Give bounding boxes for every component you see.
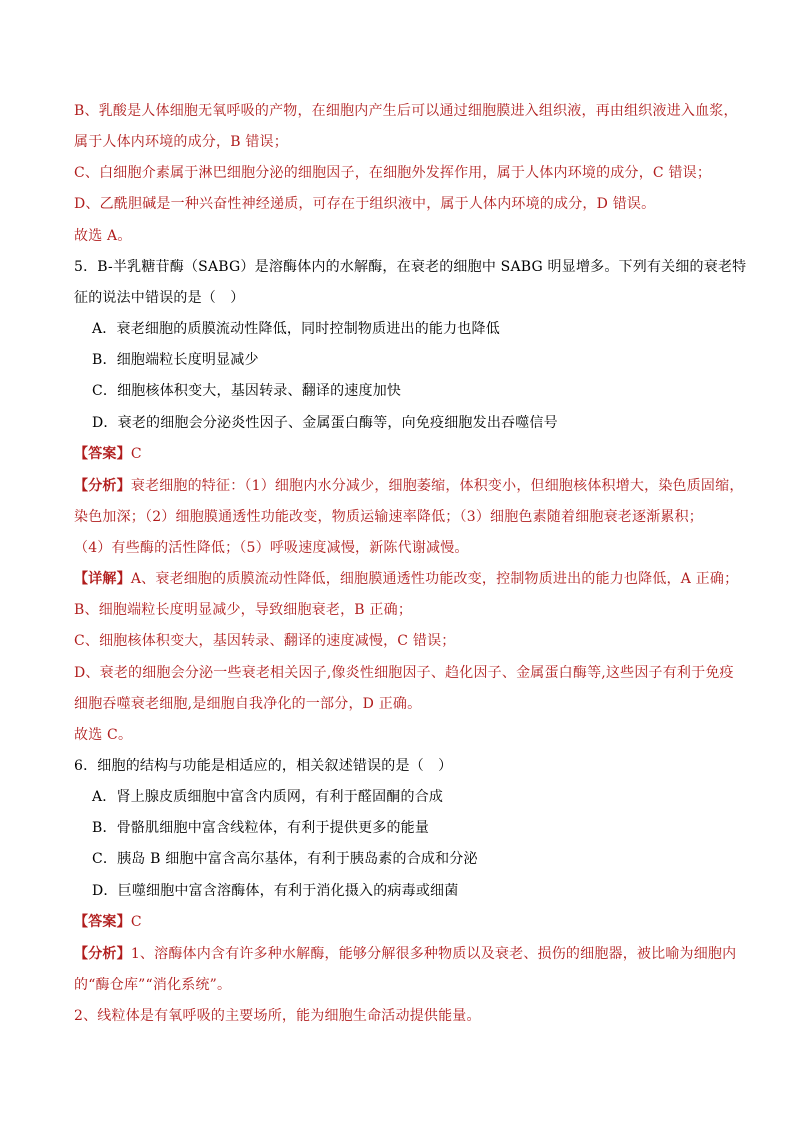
question-5-detail-c: C、细胞核体积变大，基因转录、翻译的速度减慢，C 错误； [74, 633, 456, 649]
question-5-answer [74, 444, 142, 464]
question-6-analysis-line-1 [74, 944, 736, 964]
question-5-option-b: B．细胞端粒长度明显减少 [92, 352, 259, 368]
question-5-stem-line-2: 征的说法中错误的是（ ） [74, 290, 245, 306]
question-6-analysis-line-2: 的“酶仓库”“消化系统”。 [74, 977, 232, 993]
explanation-b-line-2: 属于人体内环境的成分，B 错误； [74, 134, 288, 150]
question-6-option-a: A．肾上腺皮质细胞中富含内质网，有利于醛固酮的合成 [92, 789, 444, 805]
analysis-text: 1、溶酶体内含有许多种水解酶，能够分解很多种物质以及衰老、损伤的细胞器，被比喻为细胞内 [130, 946, 737, 962]
analysis-tag: 【分析】 [74, 478, 131, 494]
detail-tag: 【详解】 [74, 571, 131, 587]
answer-value: C [130, 446, 142, 462]
question-5-detail-d-line-1: D、衰老的细胞会分泌一些衰老相关因子,像炎性细胞因子、趋化因子、金属蛋白酶等,这些因子有利于免疫 [74, 665, 734, 681]
analysis-tag: 【分析】 [74, 946, 131, 962]
question-5-option-c: C．细胞核体积变大，基因转录、翻译的速度加快 [92, 383, 402, 399]
question-5-analysis-line-2: 染色加深；（2）细胞膜通透性功能改变，物质运输速率降低；（3）细胞色素随着细胞衰老逐渐累积； [74, 509, 704, 525]
question-5-analysis-line-3: （4）有些酶的活性降低；（5）呼吸速度减慢，新陈代谢减慢。 [74, 540, 469, 556]
question-6-option-c: C．胰岛 B 细胞中富含高尔基体，有利于胰岛素的合成和分泌 [92, 851, 478, 867]
question-6-stem: 6．细胞的结构与功能是相适应的，相关叙述错误的是（ ） [74, 758, 453, 774]
analysis-text: 衰老细胞的特征：（1）细胞内水分减少，细胞萎缩，体积变小，但细胞核体积增大，染色质固缩， [130, 478, 744, 494]
question-5-option-d: D．衰老的细胞会分泌炎性因子、金属蛋白酶等，向免疫细胞发出吞噬信号 [92, 415, 558, 431]
answer-tag: 【答案】 [74, 914, 131, 930]
question-5-choice: 故选 C。 [74, 727, 133, 743]
question-5-detail-line-1 [74, 569, 738, 589]
question-5-option-a: A．衰老细胞的质膜流动性降低，同时控制物质进出的能力也降低 [92, 321, 500, 337]
detail-text: A、衰老细胞的质膜流动性降低，细胞膜通透性功能改变，控制物质进出的能力也降低，A 正确； [130, 571, 739, 587]
question-5-detail-b: B、细胞端粒长度明显减少，导致细胞衰老，B 正确； [74, 602, 413, 618]
question-6-option-d: D．巨噬细胞中富含溶酶体，有利于消化摄入的病毒或细菌 [92, 883, 459, 899]
question-6-analysis-line-3: 2、线粒体是有氧呼吸的主要场所，能为细胞生命活动提供能量。 [74, 1008, 481, 1024]
answer-value: C [130, 914, 142, 930]
question-5-analysis-line-1 [74, 476, 744, 496]
question-6-answer [74, 912, 142, 932]
question-5-stem-line-1: 5．B-半乳糖苷酶（SABG）是溶酶体内的水解酶，在衰老的细胞中 SABG 明显增多。下列有关细的衰老特 [74, 259, 747, 275]
question-5-detail-d-line-2: 细胞吞噬衰老细胞,是细胞自我净化的一部分，D 正确。 [74, 696, 422, 712]
explanation-b-line-1: B、乳酸是人体细胞无氧呼吸的产物，在细胞内产生后可以通过细胞膜进入组织液，再由组织液进入血浆， [74, 103, 738, 119]
choice-line: 故选 A。 [74, 228, 132, 244]
explanation-c-line: C、白细胞介素属于淋巴细胞分泌的细胞因子，在细胞外发挥作用，属于人体内环境的成分，C 错误； [74, 165, 712, 181]
explanation-d-line: D、乙酰胆碱是一种兴奋性神经递质，可存在于组织液中，属于人体内环境的成分，D 错误。 [74, 196, 656, 212]
answer-tag: 【答案】 [74, 446, 131, 462]
question-6-option-b: B．骨骼肌细胞中富含线粒体，有利于提供更多的能量 [92, 820, 430, 836]
